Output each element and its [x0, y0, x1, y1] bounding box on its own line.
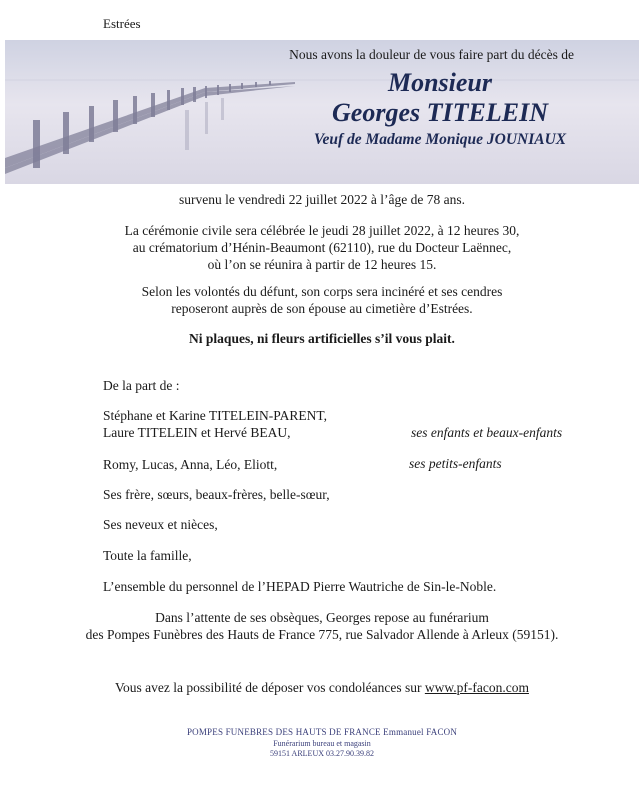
nephews: Ses neveux et nièces,: [103, 517, 218, 532]
whole-family: Toute la famille,: [103, 548, 192, 563]
children-relation: ses enfants et beaux-enfants: [411, 425, 563, 440]
ceremony-line-3: où l’on se réunira à partir de 12 heures 15.: [207, 257, 437, 272]
footer-address: 59151 ARLEUX 03.27.90.39.82: [270, 749, 374, 758]
condolences-link[interactable]: www.pf-facon.com: [424, 680, 529, 695]
from-label: De la part de :: [103, 378, 180, 393]
ceremony-line-1: La cérémonie civile sera célébrée le jeudi 28 juillet 2022, à 12 heures 30,: [124, 223, 520, 238]
wishes-line-1: Selon les volontés du défunt, son corps sera incinéré et ses cendres: [141, 284, 503, 299]
ceremony-line-2: au crématorium d’Hénin-Beaumont (62110), rue du Docteur Laënnec,: [132, 240, 512, 255]
civility: Monsieur: [387, 68, 493, 97]
rest-line-2: des Pompes Funèbres des Hauts de France 775, rue Salvador Allende à Arleux (59151).: [85, 627, 559, 642]
intro-text: Nous avons la douleur de vous faire part du décès de: [289, 47, 574, 62]
grandchildren: Romy, Lucas, Anna, Léo, Eliott,: [103, 457, 278, 472]
footer-company: POMPES FUNEBRES DES HAUTS DE FRANCE Emmanuel FACON: [186, 727, 458, 737]
widower-line: Veuf de Madame Monique JOUNIAUX: [313, 131, 567, 148]
siblings: Ses frère, sœurs, beaux-frères, belle-sœur,: [103, 487, 330, 502]
children-line-2: Laure TITELEIN et Hervé BEAU,: [103, 425, 291, 440]
death-date: survenu le vendredi 22 juillet 2022 à l’âge de 78 ans.: [178, 192, 466, 207]
footer-subtitle: Funérarium bureau et magasin: [273, 739, 371, 748]
deceased-name: Georges TITELEIN: [332, 98, 548, 127]
children-line-1: Stéphane et Karine TITELEIN-PARENT,: [103, 408, 327, 423]
condolences-line: [0, 679, 644, 696]
wishes-line-2: reposeront auprès de son épouse au cimetière d’Estrées.: [171, 301, 473, 316]
staff-line: L’ensemble du personnel de l’HEPAD Pierre Wautriche de Sin-le-Noble.: [103, 579, 497, 594]
rest-line-1: Dans l’attente de ses obsèques, Georges repose au funérarium: [155, 610, 489, 625]
condolences-text: Vous avez la possibilité de déposer vos condoléances sur: [115, 680, 425, 695]
town-name: Estrées: [103, 16, 141, 31]
no-flowers-notice: Ni plaques, ni fleurs artificielles s’il vous plait.: [189, 331, 455, 346]
grandchildren-relation: ses petits-enfants: [409, 456, 502, 471]
